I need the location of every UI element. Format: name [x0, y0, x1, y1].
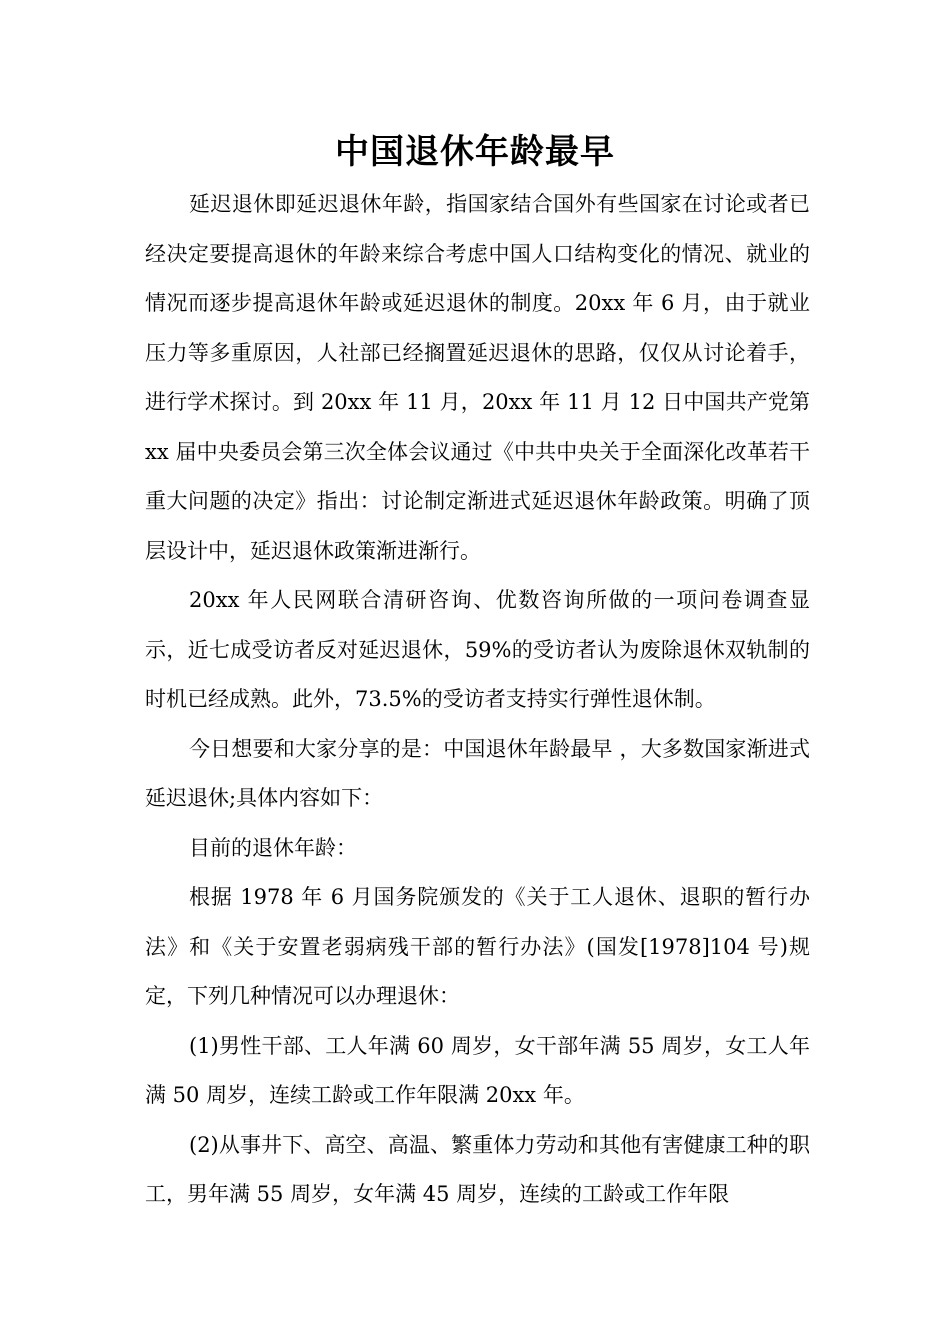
- document-title: 中国退休年龄最早: [335, 132, 615, 172]
- document-body: [145, 180, 810, 1220]
- paragraph-current-age-heading: 目前的退休年龄：: [189, 835, 357, 860]
- paragraph-item-2: (2)从事井下、高空、高温、繁重体力劳动和其他有害健康工种的职工，男年满 55 周岁，女年满 45 周岁，连续的工龄或工作年限: [145, 1132, 810, 1206]
- paragraph-survey: 20xx 年人民网联合清研咨询、优数咨询所做的一项问卷调查显示，近七成受访者反对延迟退休，59%的受访者认为废除退休双轨制的时机已经成熟。此外，73.5%的受访者支持实行弹性退休制。: [145, 588, 810, 711]
- paragraph-regulation: 根据 1978 年 6 月国务院颁发的《关于工人退休、退职的暂行办法》和《关于安置老弱病残干部的暂行办法》(国发[1978]104 号)规定，下列几种情况可以办理退休：: [145, 885, 810, 1008]
- paragraph-intro: 延迟退休即延迟退休年龄，指国家结合国外有些国家在讨论或者已经决定要提高退休的年龄来综合考虑中国人口结构变化的情况、就业的情况而逐步提高退休年龄或延迟退休的制度。20xx 年 6 月，由于就业压力等多重原因，人社部已经搁置延迟退休的思路，仅仅从讨论着手，进行学术探讨。到 20xx 年 11 月，20xx 年 11 月 12 日中国共产党第 xx 届中央委员会第三次全体会议通过《中共中央关于全面深化改革若干重大问题的决定》指出：讨论制定渐进式延迟退休年龄政策。明确了顶层设计中，延迟退休政策渐进渐行。: [145, 192, 810, 563]
- paragraph-item-1: (1)男性干部、工人年满 60 周岁，女干部年满 55 周岁，女工人年满 50 周岁，连续工龄或工作年限满 20xx 年。: [145, 1033, 810, 1107]
- paragraph-share: 今日想要和大家分享的是：中国退休年龄最早 ，大多数国家渐进式延迟退休;具体内容如下：: [145, 736, 810, 810]
